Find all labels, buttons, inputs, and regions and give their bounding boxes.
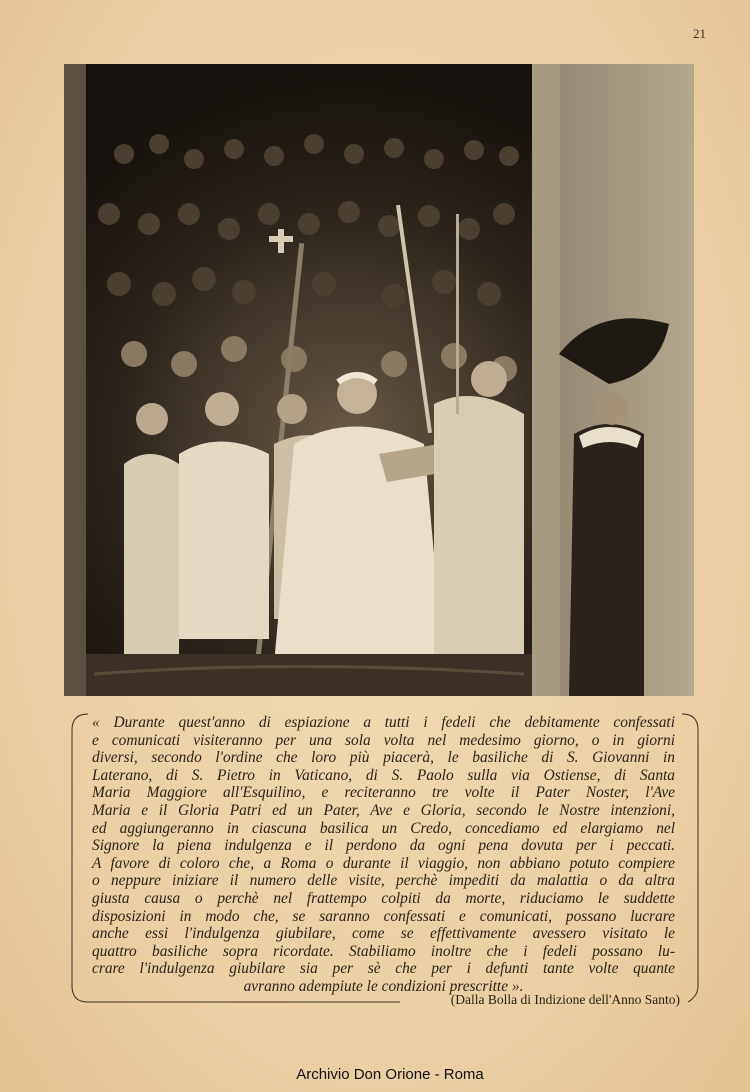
quote-line: ed aggiungeranno in ciascuna basilica un Credo, concediamo ed elargiamo nel xyxy=(92,819,675,837)
quote-line: Signore la piena indulgenza e il perdono da ogni pena dovuta per i peccati. xyxy=(92,837,675,855)
quote-line: e comunicati visiteranno per una sola volta nel medesimo giorno, o in giorni xyxy=(92,731,675,749)
quote-line: o neppure iniziare il numero delle visite, perchè impediti da malattia o da altra xyxy=(92,872,675,890)
quote-line: crare l'indulgenza giubilare sia per sè che per i defunti tante volte quante xyxy=(92,960,675,978)
quote-line: quattro basiliche sopra ricordate. Stabiliamo inoltre che i fedeli possano lu- xyxy=(92,942,675,960)
quote-source: (Dalla Bolla di Indizione dell'Anno Santo) xyxy=(450,992,680,1007)
quote-line: A favore di coloro che, a Roma o durante il viaggio, non abbiano potuto compiere xyxy=(92,854,675,872)
ceremony-photograph xyxy=(64,64,694,696)
quote-line-final: avranno adempiute le condizioni prescritte ». xyxy=(243,977,524,995)
quote-line: diversi, secondo l'ordine che loro più piacerà, le basiliche di S. Giovanni in xyxy=(92,749,675,767)
quote-line: Maria e il Gloria Patri ed un Pater, Ave e Gloria, secondo le Nostre intenzioni, xyxy=(92,801,675,819)
quote-line: anche essi l'indulgenza giubilare, come se effettivamente avessero visitato le xyxy=(92,925,675,943)
quote-line: Maria Maggiore all'Esquilino, e reciteranno tre volte il Pater Noster, l'Ave xyxy=(92,784,675,802)
quote-line: disposizioni in modo che, se saranno confessati e comunicati, possano lucrare xyxy=(92,907,675,925)
quote-line: « Durante quest'anno di espiazione a tutti i fedeli che debitamente confessati xyxy=(92,714,675,731)
bull-quotation xyxy=(92,714,675,996)
archive-watermark: Archivio Don Orione - Roma xyxy=(296,1066,484,1083)
page-number: 21 xyxy=(693,26,706,41)
quote-line: giusta causa o perchè nel frattempo colpiti da morte, riduciamo le suddette xyxy=(92,889,675,907)
quote-line: Laterano, di S. Pietro in Vaticano, di S. Paolo sulla via Ostiense, di Santa xyxy=(92,766,675,784)
